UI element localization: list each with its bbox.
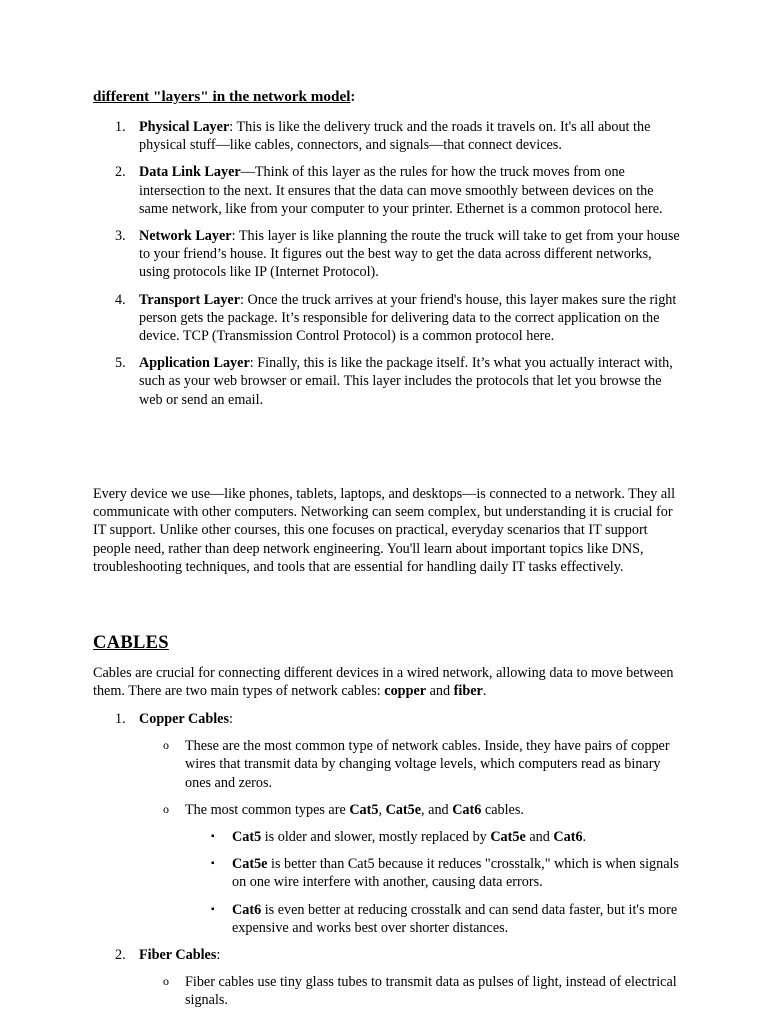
layer-description: : This is like the delivery truck and the roads it travels on. It's all about the physical stuff—like cables, connectors, and signals—that connect devices. xyxy=(139,119,651,154)
cat5e-label: Cat5e xyxy=(232,856,268,873)
title-colon: : xyxy=(216,947,221,964)
list-item xyxy=(93,118,683,154)
copper-point-text: These are the most common type of network cables. Inside, they have pairs of copper wires that transmit data by changing voltage levels, which computers read as binary ones and zeros. xyxy=(185,738,670,791)
cat6-label: Cat6 xyxy=(232,901,262,918)
cat6-label: Cat6 xyxy=(553,829,583,846)
list-item xyxy=(93,828,683,846)
list-item xyxy=(93,737,683,792)
copper-types-end: cables. xyxy=(481,801,524,818)
cat5-text: is older and slower, mostly replaced by xyxy=(261,829,491,846)
layer-description: : Once the truck arrives at your friend's house, this layer makes sure the right person gets the package. It’s responsible for delivering data to the correct application on the device. TCP (Transmission Control Protocol) is a common protocol here. xyxy=(139,291,677,345)
layer-description: : This layer is like planning the route the truck will take to get from your house to your friend’s house. It figures out the best way to get the data across different networks, using protocols like IP (Internet Protocol). xyxy=(139,228,680,281)
list-number: 2. xyxy=(115,947,126,964)
list-item xyxy=(93,946,683,964)
layer-description: —Think of this layer as the rules for how the truck moves from one intersection to the next. It ensures that the data can move smoothly between devices on the same network, like from your computer to your printer. Ethernet is a common protocol here. xyxy=(139,164,663,217)
fiber-cables-title: Fiber Cables xyxy=(139,947,217,964)
and-word: and xyxy=(426,683,454,700)
list-item xyxy=(93,710,683,728)
copper-cables-title: Copper Cables xyxy=(139,711,229,727)
cables-heading xyxy=(93,634,683,653)
layers-heading-text: different "layers" in the network model xyxy=(93,88,351,105)
and-word: and xyxy=(525,829,554,846)
list-item xyxy=(93,901,683,937)
bullet-marker: o xyxy=(163,738,169,753)
cables-intro xyxy=(93,664,683,700)
fiber-word: fiber xyxy=(453,683,483,700)
copper-word: copper xyxy=(384,683,427,700)
cat5e-label: Cat5e xyxy=(385,801,422,818)
layers-list xyxy=(93,118,683,418)
bullet-marker: o xyxy=(163,974,169,989)
list-item xyxy=(93,163,683,218)
layer-title: Data Link Layer xyxy=(139,164,241,181)
list-item xyxy=(93,801,683,819)
square-bullet-marker: ▪ xyxy=(211,831,215,843)
layer-description: : Finally, this is like the package itself. It’s what you actually interact with, such as your web browser or email. This layer includes the protocols that let you browse the web or send an email. xyxy=(139,355,673,408)
cat6-text: is even better at reducing crosstalk and can send data faster, but it's more expensive and works best over shorter distances. xyxy=(232,901,678,936)
list-item xyxy=(93,291,683,346)
intro-paragraph: Every device we use—like phones, tablets, laptops, and desktops—is connected to a network. They all communicate with other computers. Networking can seem complex, but understanding it is crucial for IT support. Unlike other courses, this one focuses on practical, everyday scenarios that IT support people need, rather than deep network engineering. You'll learn about important topics like DNS, troubleshooting techniques, and tools that are essential for handling daily IT tasks effectively. xyxy=(93,486,676,575)
list-number: 4. xyxy=(115,291,126,308)
list-number: 2. xyxy=(115,164,126,181)
period: . xyxy=(582,829,587,846)
cables-intro-text: Cables are crucial for connecting different devices in a wired network, allowing data to move between them. There are two main types of network cables: xyxy=(93,665,674,700)
cat5e-label: Cat5e xyxy=(490,829,526,846)
layer-title: Physical Layer xyxy=(139,119,230,135)
bullet-marker: o xyxy=(163,801,169,816)
comma-and: , and xyxy=(421,801,453,818)
comma: , xyxy=(378,801,386,818)
list-number: 1. xyxy=(115,119,126,135)
cat5e-text: is better than Cat5 because it reduces "crosstalk," which is when signals on one wire interfere with another, causing data errors. xyxy=(232,856,679,891)
list-number: 3. xyxy=(115,228,126,245)
layer-title: Application Layer xyxy=(139,355,250,372)
list-item xyxy=(93,354,683,409)
layers-heading-colon: : xyxy=(350,89,356,105)
cables-heading-text: CABLES xyxy=(93,633,169,653)
cat5-label: Cat5 xyxy=(232,829,262,846)
copper-types-text: The most common types are xyxy=(185,801,350,818)
layer-title: Transport Layer xyxy=(139,291,241,308)
cables-intro-end: . xyxy=(482,683,487,700)
cables-list xyxy=(93,710,683,1019)
list-number: 5. xyxy=(115,355,126,372)
list-number: 1. xyxy=(115,711,126,727)
title-colon: : xyxy=(229,711,233,727)
layer-title: Network Layer xyxy=(139,228,232,245)
cat5-label: Cat5 xyxy=(349,801,379,818)
fiber-point-text: Fiber cables use tiny glass tubes to transmit data as pulses of light, instead of electrical signals. xyxy=(185,974,677,1009)
list-item xyxy=(93,973,683,1009)
square-bullet-marker: ▪ xyxy=(211,858,215,870)
list-item xyxy=(93,227,683,282)
list-item xyxy=(93,855,683,891)
square-bullet-marker: ▪ xyxy=(211,903,215,915)
layers-heading xyxy=(93,88,683,106)
cat6-label: Cat6 xyxy=(452,801,482,818)
